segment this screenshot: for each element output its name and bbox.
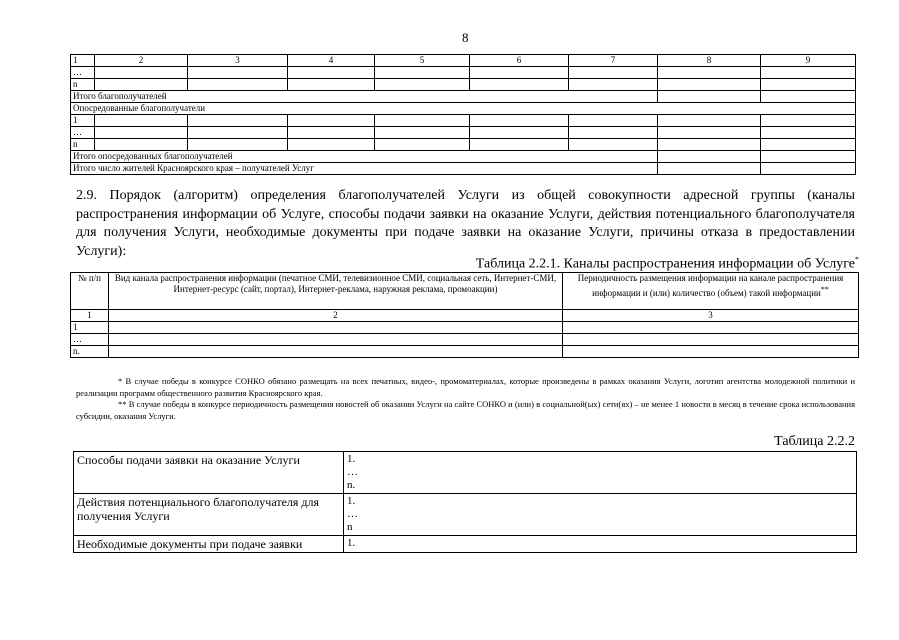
list-item: 1.: [347, 495, 356, 507]
table-row: [71, 163, 856, 175]
total-beneficiaries-label: Итого благополучателей: [71, 91, 658, 103]
table-row: [71, 139, 856, 151]
table-row: [71, 67, 856, 79]
header-cell: 5: [375, 55, 470, 67]
caption-text: Таблица 2.2.1. Каналы распространения информации об Услуге: [475, 256, 855, 272]
table-row: [71, 322, 859, 334]
header-cell: 2: [95, 55, 188, 67]
row-number: n.: [71, 346, 109, 358]
items-cell: [344, 494, 857, 536]
column-number: 2: [109, 310, 563, 322]
section-2-9-text: 2.9. Порядок (алгоритм) определения благополучателей Услуги из общей совокупности адресной группы (каналы распространения информации об Услуге, способы подачи заявки на оказание Услуги, действия потенциального благополучателя для получения Услуги, необходимые документы при подаче заявки на оказание Услуги, причины отказа в предоставлении Услуги):: [76, 188, 855, 259]
row-number: …: [71, 127, 95, 139]
header-cell: 8: [658, 55, 761, 67]
list-item: 1.: [347, 537, 356, 549]
footnote-1: * В случае победы в конкурсе СОНКО обязано размещать на всех печатных, видео-, промоматериалах, которые произведены в рамках оказания Услуги, логотип агентства молодежной политики и реализации программ общественного развития Красноярского края.: [76, 376, 855, 398]
row-number: …: [71, 334, 109, 346]
table-row: [71, 310, 859, 322]
header-cell: 6: [470, 55, 569, 67]
row-label: Способы подачи заявки на оказание Услуги: [74, 452, 344, 494]
table-row: [71, 346, 859, 358]
column-number: 3: [563, 310, 859, 322]
row-number: n: [71, 139, 95, 151]
header-cell: 1: [71, 55, 95, 67]
table-row: [71, 334, 859, 346]
total-indirect-label: Итого опосредованных благополучателей: [71, 151, 658, 163]
footnote-2: ** В случае победы в конкурсе периодичность размещения новостей об оказании Услуги на сайте СОНКО и (или) в социальной(ых) сети(ях) – не менее 1 новости в месяц в течение срока использования субсидии, оказания Услуги.: [76, 399, 855, 421]
row-number: …: [71, 67, 95, 79]
total-residents-label: Итого число жителей Красноярского края – получателей Услуг: [71, 163, 658, 175]
table-row: [71, 103, 856, 115]
table-row: [71, 79, 856, 91]
header-cell: 3: [188, 55, 288, 67]
table-row: [74, 494, 857, 536]
table-2-2-2-caption: Таблица 2.2.2: [774, 434, 855, 449]
column-number: 1: [71, 310, 109, 322]
row-number: n: [71, 79, 95, 91]
caption-footnote-mark: *: [855, 255, 859, 264]
info-channels-table: [70, 272, 859, 358]
row-number: 1: [71, 115, 95, 127]
list-item: …: [347, 466, 358, 478]
header-cell: 7: [569, 55, 658, 67]
items-cell: [344, 536, 857, 553]
list-item: …: [347, 508, 358, 520]
table-2-2-1-caption: [476, 255, 859, 273]
header-cell: 9: [761, 55, 856, 67]
row-label: Необходимые документы при подаче заявки: [74, 536, 344, 553]
indirect-beneficiaries-label: Опосредованные благополучатели: [71, 103, 856, 115]
table-header-row: [71, 273, 859, 310]
header-cell-channel-type: Вид канала распространения информации (печатное СМИ, телевизионное СМИ, социальная сеть, Интернет-СМИ, Интернет-ресурс (сайт, портал), Интернет-реклама, наружная реклама, промоакции): [109, 273, 563, 310]
header-cell: 4: [288, 55, 375, 67]
list-item: 1.: [347, 453, 356, 465]
header-cell-frequency: [563, 273, 859, 310]
table-row: [71, 151, 856, 163]
items-cell: [344, 452, 857, 494]
table-row: [74, 536, 857, 553]
page-number: 8: [462, 30, 469, 45]
table-row: [74, 452, 857, 494]
table-row: [71, 91, 856, 103]
list-item: n.: [347, 479, 356, 491]
table-row: [71, 127, 856, 139]
list-item: n: [347, 521, 353, 533]
row-label: Действия потенциального благополучателя для получения Услуги: [74, 494, 344, 536]
header-frequency-text: Периодичность размещения информации на канале распространения информации и (или) количество (объем) такой информации: [577, 273, 844, 298]
beneficiaries-table: [70, 54, 856, 175]
table-header-row: [71, 55, 856, 67]
row-number: 1: [71, 322, 109, 334]
application-table: [73, 451, 857, 553]
header-cell-number: № п/п: [71, 273, 109, 310]
header-footnote-mark: **: [820, 285, 829, 294]
table-row: [71, 115, 856, 127]
